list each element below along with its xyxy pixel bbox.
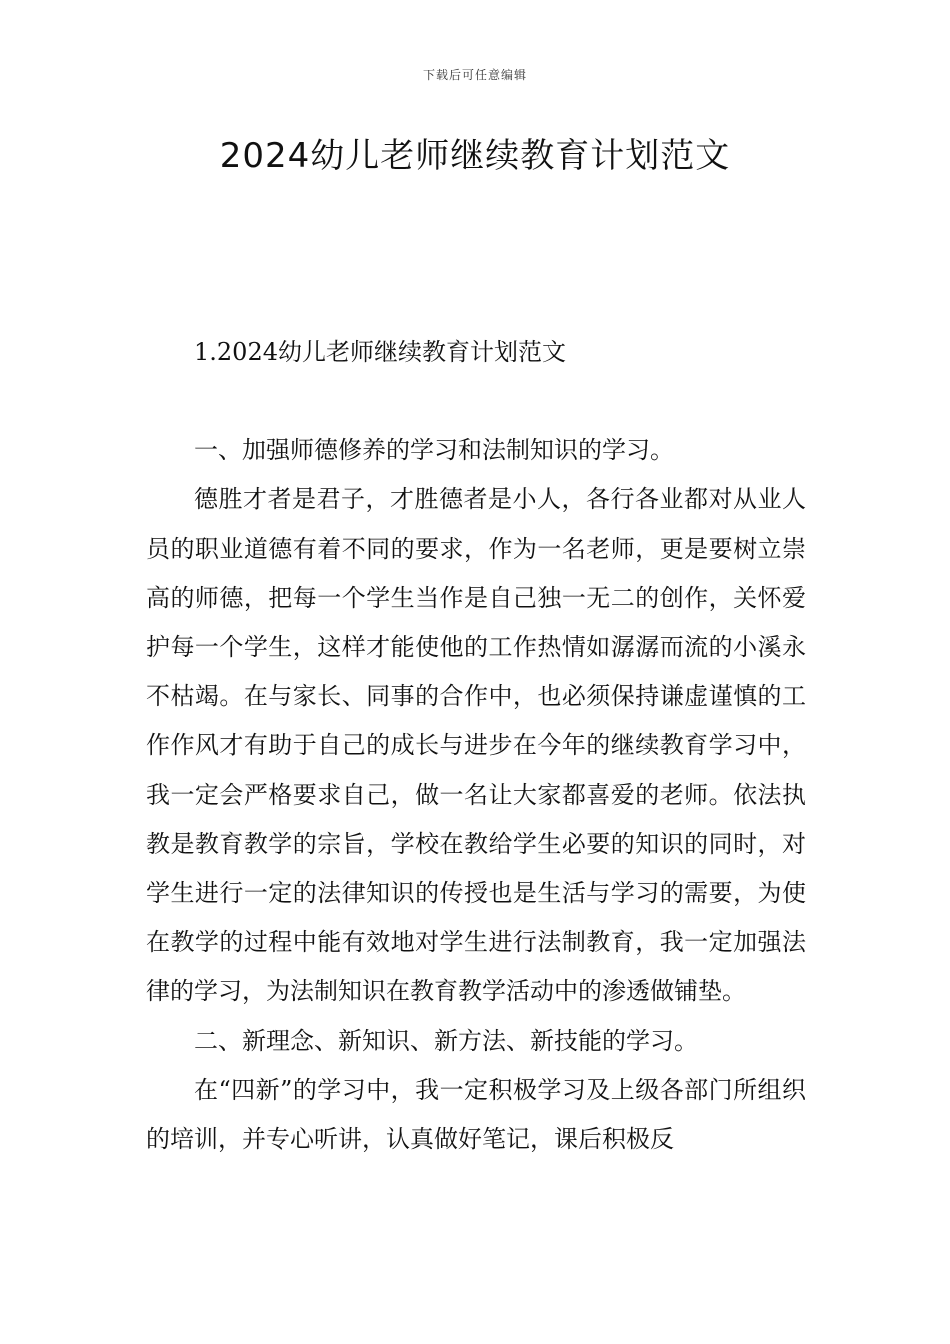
section-heading-1: 一、加强师德修养的学习和法制知识的学习。 [194, 436, 674, 465]
paragraph-spacer [146, 377, 806, 426]
paragraph-1: 德胜才者是君子，才胜德者是小人，各行各业都对从业人员的职业道德有着不同的要求，作为一名老师，更是要树立崇高的师德，把每一个学生当作是自己独一无二的创作，关怀爱护每一个学生，这样才能使他的工作热情如潺潺而流的小溪永不枯竭。在与家长、同事的合作中，也必须保持谦虚谨慎的工作作风才有助于自己的成长与进步在今年的继续教育学习中，我一定会严格要求自己，做一名让大家都喜爱的老师。依法执教是教育教学的宗旨，学校在教给学生必要的知识的同时，对学生进行一定的法律知识的传授也是生活与学习的需要，为使在教学的过程中能有效地对学生进行法制教育，我一定加强法律的学习，为法制知识在教育教学活动中的渗透做铺垫。 [146, 485, 806, 1006]
header-note: 下载后可任意编辑 [422, 68, 527, 82]
section-subtitle: 1.2024幼儿老师继续教育计划范文 [194, 338, 566, 366]
paragraph-2: 在“四新”的学习中，我一定积极学习及上级各部门所组织的培训，并专心听讲，认真做好笔记，课后积极反 [146, 1075, 806, 1154]
section-heading-2: 二、新理念、新知识、新方法、新技能的学习。 [194, 1026, 698, 1055]
document-title: 2024幼儿老师继续教育计划范文 [219, 136, 731, 176]
document-body [146, 328, 806, 1164]
